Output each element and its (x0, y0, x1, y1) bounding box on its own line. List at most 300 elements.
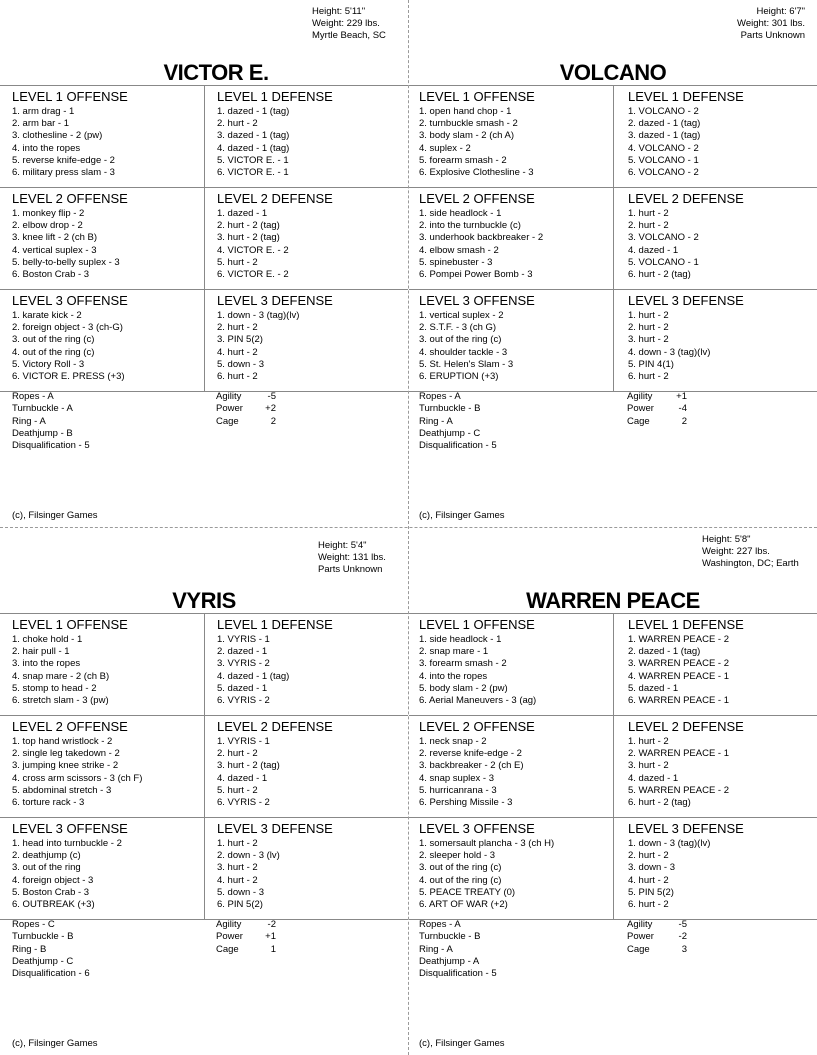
offense-move: 6. Pompei Power Bomb - 3 (419, 269, 533, 281)
offense-move: 5. body slam - 2 (pw) (419, 682, 508, 694)
defense-title: LEVEL 2 DEFENSE (217, 719, 333, 734)
defense-move: 5. VICTOR E. - 1 (217, 154, 289, 166)
attribute-value: 2 (681, 415, 687, 427)
defense-move: 5. WARREN PEACE - 2 (628, 784, 730, 796)
offense-move: 6. ERUPTION (+3) (419, 371, 499, 383)
offense-cell (409, 290, 613, 391)
defense-move: 2. hurt - 2 (217, 322, 258, 334)
offense-title: LEVEL 1 OFFENSE (12, 89, 128, 104)
attribute-label: Agility (627, 919, 653, 930)
defense-move: 3. hurt - 2 (628, 334, 669, 346)
offense-move: 6. stretch slam - 3 (pw) (12, 695, 109, 707)
attribute-line (627, 919, 817, 931)
defense-title: LEVEL 1 DEFENSE (217, 617, 333, 632)
offense-move: 1. side headlock - 1 (419, 634, 502, 645)
defense-move: 1. down - 3 (tag)(lv) (217, 310, 300, 321)
extras-section (0, 919, 408, 980)
attribute-label: Agility (216, 391, 242, 402)
rating-line: Deathjump - C (12, 955, 74, 967)
defense-move: 2. WARREN PEACE - 1 (628, 748, 730, 760)
defense-cell (613, 188, 817, 289)
extras-section (409, 919, 817, 980)
attribute-line (216, 391, 408, 403)
extras-section (0, 391, 408, 452)
offense-title: LEVEL 3 OFFENSE (419, 293, 535, 308)
attribute-label: Power (627, 931, 654, 943)
rating-line: Ring - A (419, 415, 453, 427)
offense-move: 2. S.T.F. - 3 (ch G) (419, 322, 497, 334)
offense-move: 3. out of the ring (c) (12, 334, 95, 346)
offense-move: 1. open hand chop - 1 (419, 106, 512, 117)
stat-line: Height: 6'7" (756, 6, 805, 17)
offense-move: 1. choke hold - 1 (12, 634, 83, 645)
attribute-line (216, 931, 408, 943)
offense-cell (0, 188, 204, 289)
defense-move: 4. hurt - 2 (628, 874, 669, 886)
attribute-value: -2 (678, 931, 687, 943)
offense-move: 2. into the turnbuckle (c) (419, 220, 521, 232)
offense-move: 5. PEACE TREATY (0) (419, 886, 516, 898)
defense-move: 6. VYRIS - 2 (217, 695, 270, 707)
defense-title: LEVEL 3 DEFENSE (628, 293, 744, 308)
defense-cell (204, 188, 408, 289)
defense-move: 3. hurt - 2 (tag) (217, 760, 280, 772)
offense-move: 3. clothesline - 2 (pw) (12, 130, 103, 142)
defense-move: 1. hurt - 2 (628, 310, 669, 321)
offense-cell (409, 818, 613, 919)
level-row (0, 614, 408, 716)
level-row (0, 818, 408, 920)
attribute-line (627, 403, 817, 415)
offense-move: 5. abdominal stretch - 3 (12, 784, 112, 796)
attribute-line (627, 931, 817, 943)
stat-line: Washington, DC; Earth (702, 558, 799, 569)
offense-move: 4. snap suplex - 3 (419, 772, 494, 784)
offense-cell (409, 86, 613, 187)
extras-section (409, 391, 817, 452)
offense-title: LEVEL 2 OFFENSE (419, 719, 535, 734)
defense-move: 1. hurt - 2 (217, 838, 258, 849)
defense-move: 6. hurt - 2 (628, 899, 669, 911)
defense-move: 5. VOLCANO - 1 (628, 256, 699, 268)
defense-cell (204, 614, 408, 715)
defense-move: 1. hurt - 2 (628, 736, 669, 747)
offense-move: 3. body slam - 2 (ch A) (419, 130, 515, 142)
copyright-notice: (c), Filsinger Games (419, 1038, 505, 1049)
defense-move: 2. hurt - 2 (tag) (217, 220, 280, 232)
offense-move: 5. stomp to head - 2 (12, 682, 97, 694)
attribute-value: +2 (265, 403, 276, 415)
defense-move: 5. dazed - 1 (628, 682, 679, 694)
defense-move: 4. dazed - 1 (217, 772, 268, 784)
offense-title: LEVEL 1 OFFENSE (12, 617, 128, 632)
offense-move: 6. Aerial Maneuvers - 3 (ag) (419, 695, 537, 707)
defense-move: 4. dazed - 1 (628, 244, 679, 256)
attribute-line (216, 403, 408, 415)
offense-move: 6. torture rack - 3 (12, 797, 85, 809)
offense-title: LEVEL 3 OFFENSE (12, 293, 128, 308)
defense-move: 3. dazed - 1 (tag) (217, 130, 290, 142)
move-table (409, 613, 817, 920)
defense-cell (613, 614, 817, 715)
offense-move: 5. reverse knife-edge - 2 (12, 154, 115, 166)
offense-title: LEVEL 1 OFFENSE (419, 89, 535, 104)
defense-move: 1. VOLCANO - 2 (628, 106, 699, 117)
defense-title: LEVEL 1 DEFENSE (217, 89, 333, 104)
rating-line: Disqualification - 5 (12, 440, 90, 452)
attribute-value: -5 (267, 391, 276, 402)
defense-move: 6. hurt - 2 (tag) (628, 797, 691, 809)
offense-move: 2. foreign object - 3 (ch-G) (12, 322, 123, 334)
offense-move: 6. OUTBREAK (+3) (12, 899, 95, 911)
rating-line: Deathjump - B (12, 427, 73, 439)
rating-line: Turnbuckle - A (12, 403, 73, 415)
offense-move: 5. belly-to-belly suplex - 3 (12, 256, 120, 268)
offense-move: 3. backbreaker - 2 (ch E) (419, 760, 524, 772)
attribute-value: 2 (270, 415, 276, 427)
offense-cell (409, 716, 613, 817)
offense-move: 2. turnbuckle smash - 2 (419, 118, 518, 130)
defense-move: 2. down - 3 (lv) (217, 850, 280, 862)
defense-move: 5. VOLCANO - 1 (628, 154, 699, 166)
offense-move: 6. Explosive Clothesline - 3 (419, 167, 534, 179)
defense-move: 2. dazed - 1 (tag) (628, 118, 701, 130)
stat-line: Parts Unknown (740, 30, 805, 41)
offense-move: 2. hair pull - 1 (12, 646, 70, 658)
defense-move: 6. VICTOR E. - 2 (217, 269, 289, 281)
offense-move: 2. elbow drop - 2 (12, 220, 83, 232)
stat-line: Myrtle Beach, SC (312, 30, 386, 41)
attribute-value: -4 (678, 403, 687, 415)
offense-move: 2. deathjump (c) (12, 850, 81, 862)
defense-move: 1. down - 3 (tag)(lv) (628, 838, 711, 849)
copyright-notice: (c), Filsinger Games (12, 510, 98, 521)
defense-title: LEVEL 2 DEFENSE (217, 191, 333, 206)
defense-move: 5. PIN 4(1) (628, 358, 674, 370)
defense-move: 3. hurt - 2 (tag) (217, 232, 280, 244)
rating-line: Turnbuckle - B (419, 403, 481, 415)
level-row (409, 818, 817, 920)
stat-line: Weight: 131 lbs. (318, 552, 386, 563)
rating-line: Ring - A (12, 415, 46, 427)
stat-line: Height: 5'4" (318, 540, 367, 551)
move-table (0, 85, 408, 392)
defense-move: 2. hurt - 2 (217, 748, 258, 760)
defense-cell (613, 290, 817, 391)
offense-move: 3. knee lift - 2 (ch B) (12, 232, 98, 244)
attribute-label: Cage (627, 415, 650, 427)
offense-move: 1. top hand wristlock - 2 (12, 736, 113, 747)
offense-cell (0, 818, 204, 919)
attribute-value: -5 (678, 919, 687, 930)
stat-line: Weight: 229 lbs. (312, 18, 380, 29)
offense-move: 4. shoulder tackle - 3 (419, 346, 508, 358)
defense-move: 3. down - 3 (628, 862, 675, 874)
offense-title: LEVEL 2 OFFENSE (12, 191, 128, 206)
wrestler-stats (312, 6, 386, 42)
offense-move: 2. reverse knife-edge - 2 (419, 748, 522, 760)
offense-move: 6. Boston Crab - 3 (12, 269, 90, 281)
offense-move: 1. head into turnbuckle - 2 (12, 838, 122, 849)
defense-move: 2. hurt - 2 (628, 220, 669, 232)
attribute-ratings (613, 391, 817, 452)
offense-move: 3. out of the ring (12, 862, 81, 874)
defense-cell (204, 290, 408, 391)
rating-line: Ring - A (419, 943, 453, 955)
offense-move: 4. snap mare - 2 (ch B) (12, 670, 110, 682)
defense-title: LEVEL 2 DEFENSE (628, 191, 744, 206)
rating-line: Disqualification - 5 (419, 440, 497, 452)
rating-line: Ropes - A (419, 391, 461, 402)
defense-move: 4. dazed - 1 (tag) (217, 670, 290, 682)
defense-move: 6. VOLCANO - 2 (628, 167, 699, 179)
offense-title: LEVEL 3 OFFENSE (419, 821, 535, 836)
stat-line: Height: 5'11" (312, 6, 366, 17)
defense-move: 2. dazed - 1 (217, 646, 268, 658)
defense-move: 3. hurt - 2 (628, 760, 669, 772)
attribute-label: Cage (627, 943, 650, 955)
level-row (0, 188, 408, 290)
offense-move: 5. forearm smash - 2 (419, 154, 507, 166)
defense-move: 5. down - 3 (217, 358, 264, 370)
rating-line: Ropes - C (12, 919, 55, 930)
stat-line: Height: 5'8" (702, 534, 751, 545)
offense-cell (409, 188, 613, 289)
wrestler-stats (702, 534, 799, 570)
defense-move: 3. VOLCANO - 2 (628, 232, 699, 244)
defense-move: 4. dazed - 1 (tag) (217, 142, 290, 154)
defense-move: 3. dazed - 1 (tag) (628, 130, 701, 142)
defense-move: 6. WARREN PEACE - 1 (628, 695, 730, 707)
attribute-label: Power (627, 403, 654, 415)
defense-move: 4. down - 3 (tag)(lv) (628, 346, 711, 358)
wrestler-name: VYRIS (172, 588, 236, 613)
defense-move: 5. hurt - 2 (217, 256, 258, 268)
offense-cell (409, 614, 613, 715)
attribute-value: 1 (270, 943, 276, 955)
defense-title: LEVEL 3 DEFENSE (217, 821, 333, 836)
attribute-value: 3 (681, 943, 687, 955)
offense-move: 4. elbow smash - 2 (419, 244, 499, 256)
offense-move: 5. hurricanrana - 3 (419, 784, 497, 796)
rating-line: Disqualification - 5 (419, 968, 497, 980)
offense-cell (0, 86, 204, 187)
offense-move: 1. vertical suplex - 2 (419, 310, 504, 321)
rating-line: Deathjump - A (419, 955, 480, 967)
offense-cell (0, 716, 204, 817)
defense-move: 1. VYRIS - 1 (217, 634, 270, 645)
level-row (409, 290, 817, 392)
wrestler-card (409, 0, 817, 527)
wrestler-name: VOLCANO (559, 60, 667, 85)
defense-cell (613, 818, 817, 919)
defense-move: 3. VYRIS - 2 (217, 658, 270, 670)
defense-move: 6. hurt - 2 (217, 371, 258, 383)
offense-move: 3. into the ropes (12, 658, 81, 670)
defense-move: 4. VOLCANO - 2 (628, 142, 699, 154)
defense-move: 3. WARREN PEACE - 2 (628, 658, 730, 670)
defense-move: 2. dazed - 1 (tag) (628, 646, 701, 658)
offense-move: 5. Boston Crab - 3 (12, 886, 90, 898)
offense-move: 2. single leg takedown - 2 (12, 748, 120, 760)
defense-move: 3. PIN 5(2) (217, 334, 263, 346)
rating-line: Disqualification - 6 (12, 968, 90, 980)
ring-ratings (0, 391, 204, 452)
defense-move: 2. hurt - 2 (217, 118, 258, 130)
defense-move: 3. hurt - 2 (217, 862, 258, 874)
level-row (409, 86, 817, 188)
attribute-ratings (204, 919, 408, 980)
wrestler-card (0, 528, 408, 1055)
defense-move: 5. dazed - 1 (217, 682, 268, 694)
ring-ratings (409, 391, 613, 452)
attribute-value: +1 (676, 391, 687, 402)
attribute-value: +1 (265, 931, 276, 943)
attribute-line (216, 416, 408, 428)
offense-move: 4. suplex - 2 (419, 142, 471, 154)
attribute-label: Agility (627, 391, 653, 402)
stat-line: Weight: 301 lbs. (737, 18, 805, 29)
rating-line: Ropes - A (12, 391, 54, 402)
copyright-notice: (c), Filsinger Games (419, 510, 505, 521)
defense-move: 4. dazed - 1 (628, 772, 679, 784)
offense-move: 6. ART OF WAR (+2) (419, 899, 508, 911)
offense-move: 2. snap mare - 1 (419, 646, 489, 658)
level-row (0, 86, 408, 188)
offense-move: 5. St. Helen's Slam - 3 (419, 358, 514, 370)
defense-cell (204, 86, 408, 187)
rating-line: Deathjump - C (419, 427, 481, 439)
attribute-line (216, 944, 408, 956)
defense-move: 2. hurt - 2 (628, 850, 669, 862)
defense-move: 1. dazed - 1 (217, 208, 268, 219)
stat-line: Weight: 227 lbs. (702, 546, 770, 557)
defense-move: 6. PIN 5(2) (217, 899, 263, 911)
defense-move: 4. hurt - 2 (217, 874, 258, 886)
offense-move: 1. monkey flip - 2 (12, 208, 85, 219)
attribute-label: Agility (216, 919, 242, 930)
defense-cell (613, 86, 817, 187)
wrestler-card (0, 0, 408, 527)
defense-move: 6. hurt - 2 (tag) (628, 269, 691, 281)
offense-move: 6. VICTOR E. PRESS (+3) (12, 371, 125, 383)
offense-move: 4. out of the ring (c) (12, 346, 95, 358)
attribute-label: Power (216, 931, 243, 943)
defense-move: 1. dazed - 1 (tag) (217, 106, 290, 117)
defense-move: 5. down - 3 (217, 886, 264, 898)
attribute-label: Power (216, 403, 243, 415)
defense-move: 4. hurt - 2 (217, 346, 258, 358)
offense-title: LEVEL 1 OFFENSE (419, 617, 535, 632)
wrestler-stats (737, 6, 805, 42)
attribute-value: -2 (267, 919, 276, 930)
defense-title: LEVEL 2 DEFENSE (628, 719, 744, 734)
offense-move: 3. out of the ring (c) (419, 334, 502, 346)
offense-move: 4. vertical suplex - 3 (12, 244, 97, 256)
move-table (0, 613, 408, 920)
offense-move: 6. military press slam - 3 (12, 167, 115, 179)
offense-move: 1. karate kick - 2 (12, 310, 82, 321)
defense-cell (204, 716, 408, 817)
defense-move: 4. VICTOR E. - 2 (217, 244, 289, 256)
offense-title: LEVEL 2 OFFENSE (12, 719, 128, 734)
offense-move: 1. arm drag - 1 (12, 106, 75, 117)
wrestler-name: VICTOR E. (163, 60, 269, 85)
offense-move: 1. somersault plancha - 3 (ch H) (419, 838, 555, 849)
offense-move: 2. sleeper hold - 3 (419, 850, 496, 862)
defense-move: 1. VYRIS - 1 (217, 736, 270, 747)
offense-move: 6. Pershing Missile - 3 (419, 797, 513, 809)
offense-move: 3. jumping knee strike - 2 (12, 760, 119, 772)
defense-move: 2. hurt - 2 (628, 322, 669, 334)
offense-move: 4. out of the ring (c) (419, 874, 502, 886)
defense-move: 6. hurt - 2 (628, 371, 669, 383)
level-row (409, 716, 817, 818)
offense-move: 3. forearm smash - 2 (419, 658, 507, 670)
defense-cell (204, 818, 408, 919)
offense-move: 3. underhook backbreaker - 2 (419, 232, 544, 244)
attribute-line (216, 919, 408, 931)
offense-move: 1. neck snap - 2 (419, 736, 487, 747)
level-row (0, 290, 408, 392)
rating-line: Turnbuckle - B (419, 931, 481, 943)
rating-line: Ring - B (12, 943, 47, 955)
defense-move: 4. WARREN PEACE - 1 (628, 670, 730, 682)
offense-move: 2. arm bar - 1 (12, 118, 70, 130)
defense-move: 6. VYRIS - 2 (217, 797, 270, 809)
offense-title: LEVEL 2 OFFENSE (419, 191, 535, 206)
defense-cell (613, 716, 817, 817)
attribute-label: Cage (216, 415, 239, 427)
attribute-line (627, 416, 817, 428)
wrestler-card (409, 528, 817, 1055)
ring-ratings (409, 919, 613, 980)
defense-title: LEVEL 3 DEFENSE (217, 293, 333, 308)
wrestler-stats (318, 540, 386, 576)
defense-move: 5. hurt - 2 (217, 784, 258, 796)
attribute-ratings (613, 919, 817, 980)
move-table (409, 85, 817, 392)
level-row (409, 188, 817, 290)
defense-title: LEVEL 1 DEFENSE (628, 89, 744, 104)
offense-move: 1. side headlock - 1 (419, 208, 502, 219)
copyright-notice: (c), Filsinger Games (12, 1038, 98, 1049)
defense-title: LEVEL 3 DEFENSE (628, 821, 744, 836)
ring-ratings (0, 919, 204, 980)
rating-line: Ropes - A (419, 919, 461, 930)
offense-move: 4. cross arm scissors - 3 (ch F) (12, 772, 143, 784)
attribute-label: Cage (216, 943, 239, 955)
offense-move: 4. foreign object - 3 (12, 874, 94, 886)
wrestler-name: WARREN PEACE (526, 588, 700, 613)
defense-move: 1. hurt - 2 (628, 208, 669, 219)
offense-move: 4. into the ropes (12, 142, 81, 154)
rating-line: Turnbuckle - B (12, 931, 74, 943)
attribute-ratings (204, 391, 408, 452)
level-row (409, 614, 817, 716)
offense-move: 5. spinebuster - 3 (419, 256, 493, 268)
defense-move: 1. WARREN PEACE - 2 (628, 634, 730, 645)
defense-move: 6. VICTOR E. - 1 (217, 167, 289, 179)
stat-line: Parts Unknown (318, 564, 383, 575)
attribute-line (627, 391, 817, 403)
offense-cell (0, 614, 204, 715)
attribute-line (627, 944, 817, 956)
offense-move: 5. Victory Roll - 3 (12, 358, 85, 370)
defense-move: 5. PIN 5(2) (628, 886, 674, 898)
defense-title: LEVEL 1 DEFENSE (628, 617, 744, 632)
offense-move: 3. out of the ring (c) (419, 862, 502, 874)
